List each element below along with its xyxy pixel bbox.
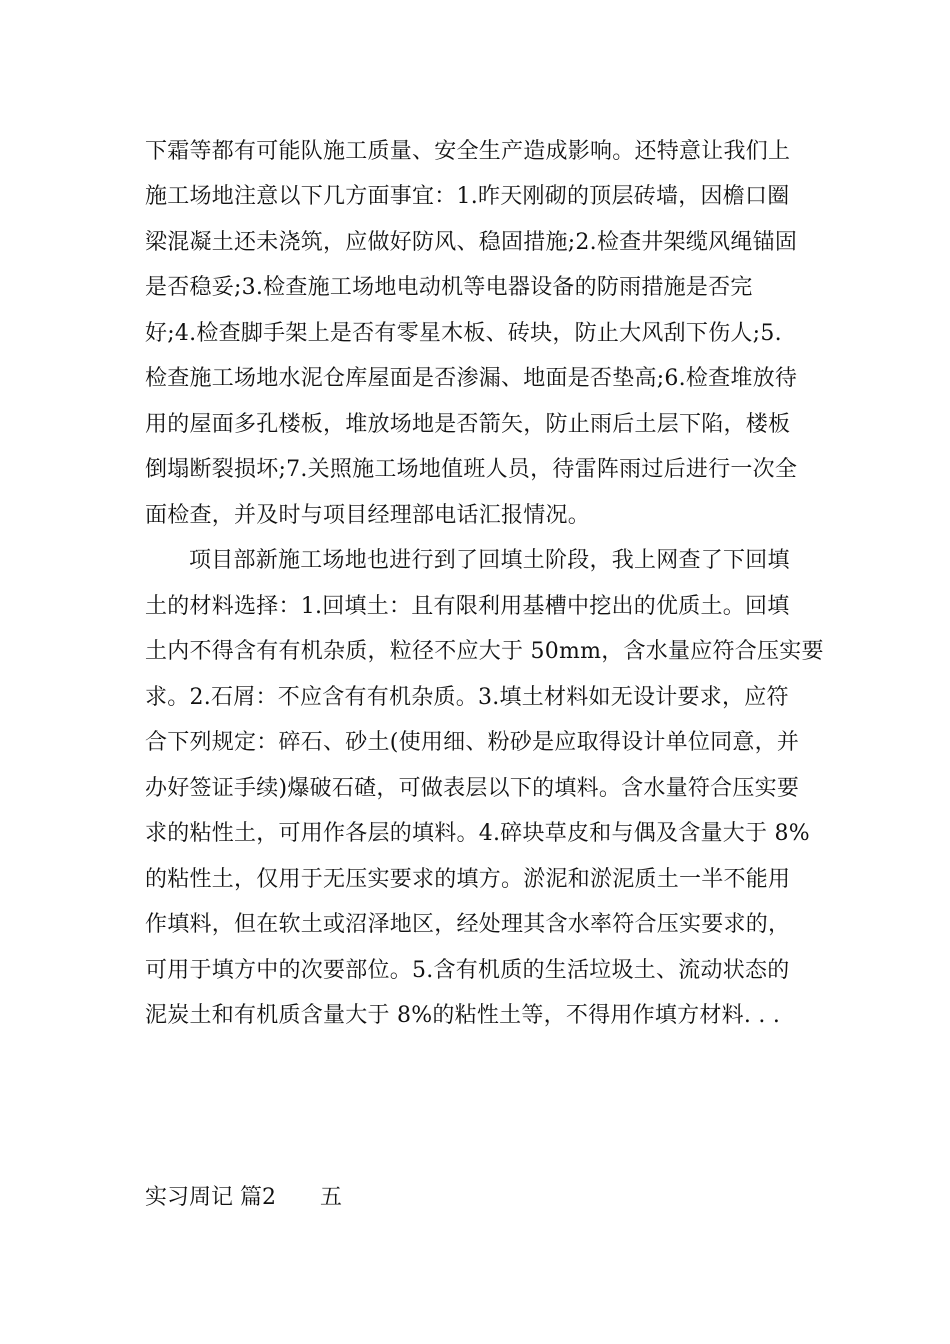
paragraph-2-line-9: 作填料，但在软土或沼泽地区，经处理其含水率符合压实要求的，: [145, 912, 791, 937]
paragraph-1-line-1: 下霜等都有可能队施工质量、安全生产造成影响。还特意让我们上: [145, 139, 791, 164]
paragraph-2-line-7: 求的粘性土，可用作各层的填料。4.碎块草皮和与偶及含量大于 8%: [145, 821, 810, 846]
paragraph-2-line-2: 土的材料选择：1.回填土：且有限利用基槽中挖出的优质土。回填: [145, 594, 790, 619]
section-number: 五: [320, 1185, 343, 1210]
paragraph-2-line-11: 泥炭土和有机质含量大于 8%的粘性土等，不得用作填方材料. . .: [145, 1003, 781, 1028]
paragraph-2-line-5: 合下列规定：碎石、砂土(使用细、粉砂是应取得设计单位同意，并: [145, 730, 800, 755]
section-heading: [145, 1185, 342, 1211]
paragraph-2-line-8: 的粘性土，仅用于无压实要求的填方。淤泥和淤泥质土一半不能用: [145, 867, 791, 892]
paragraph-2-line-3: 土内不得含有有机杂质，粒径不应大于 50mm，含水量应符合压实要: [145, 639, 824, 664]
paragraph-1-line-7: 用的屋面多孔楼板，堆放场地是否箭矢，防止雨后土层下陷，楼板: [145, 412, 791, 437]
paragraph-1-line-9: 面检查，并及时与项目经理部电话汇报情况。: [145, 503, 591, 528]
paragraph-1-line-3: 梁混凝土还未浇筑，应做好防风、稳固措施;2.检查井架缆风绳锚固: [145, 230, 798, 255]
paragraph-2-line-10: 可用于填方中的次要部位。5.含有机质的生活垃圾土、流动状态的: [145, 958, 790, 983]
paragraph-2-line-1: 项目部新施工场地也进行到了回填土阶段，我上网查了下回填: [189, 548, 790, 573]
section-title: 实习周记 篇2: [145, 1185, 276, 1210]
paragraph-1-line-4: 是否稳妥;3.检查施工场地电动机等电器设备的防雨措施是否完: [145, 275, 753, 300]
paragraph-1-line-8: 倒塌断裂损坏;7.关照施工场地值班人员，待雷阵雨过后进行一次全: [145, 457, 798, 482]
paragraph-1-line-6: 检查施工场地水泥仓库屋面是否渗漏、地面是否垫高;6.检查堆放待: [145, 366, 798, 391]
paragraph-2-line-6: 办好签证手续)爆破石碴，可做表层以下的填料。含水量符合压实要: [145, 776, 800, 801]
paragraph-1-line-2: 施工场地注意以下几方面事宜：1.昨天刚砌的顶层砖墙，因檐口圈: [145, 184, 790, 209]
paragraph-1-line-5: 好;4.检查脚手架上是否有零星木板、砖块，防止大风刮下伤人;5.: [145, 321, 782, 346]
paragraph-2-line-4: 求。2.石屑：不应含有有机杂质。3.填土材料如无设计要求，应符: [145, 685, 789, 710]
